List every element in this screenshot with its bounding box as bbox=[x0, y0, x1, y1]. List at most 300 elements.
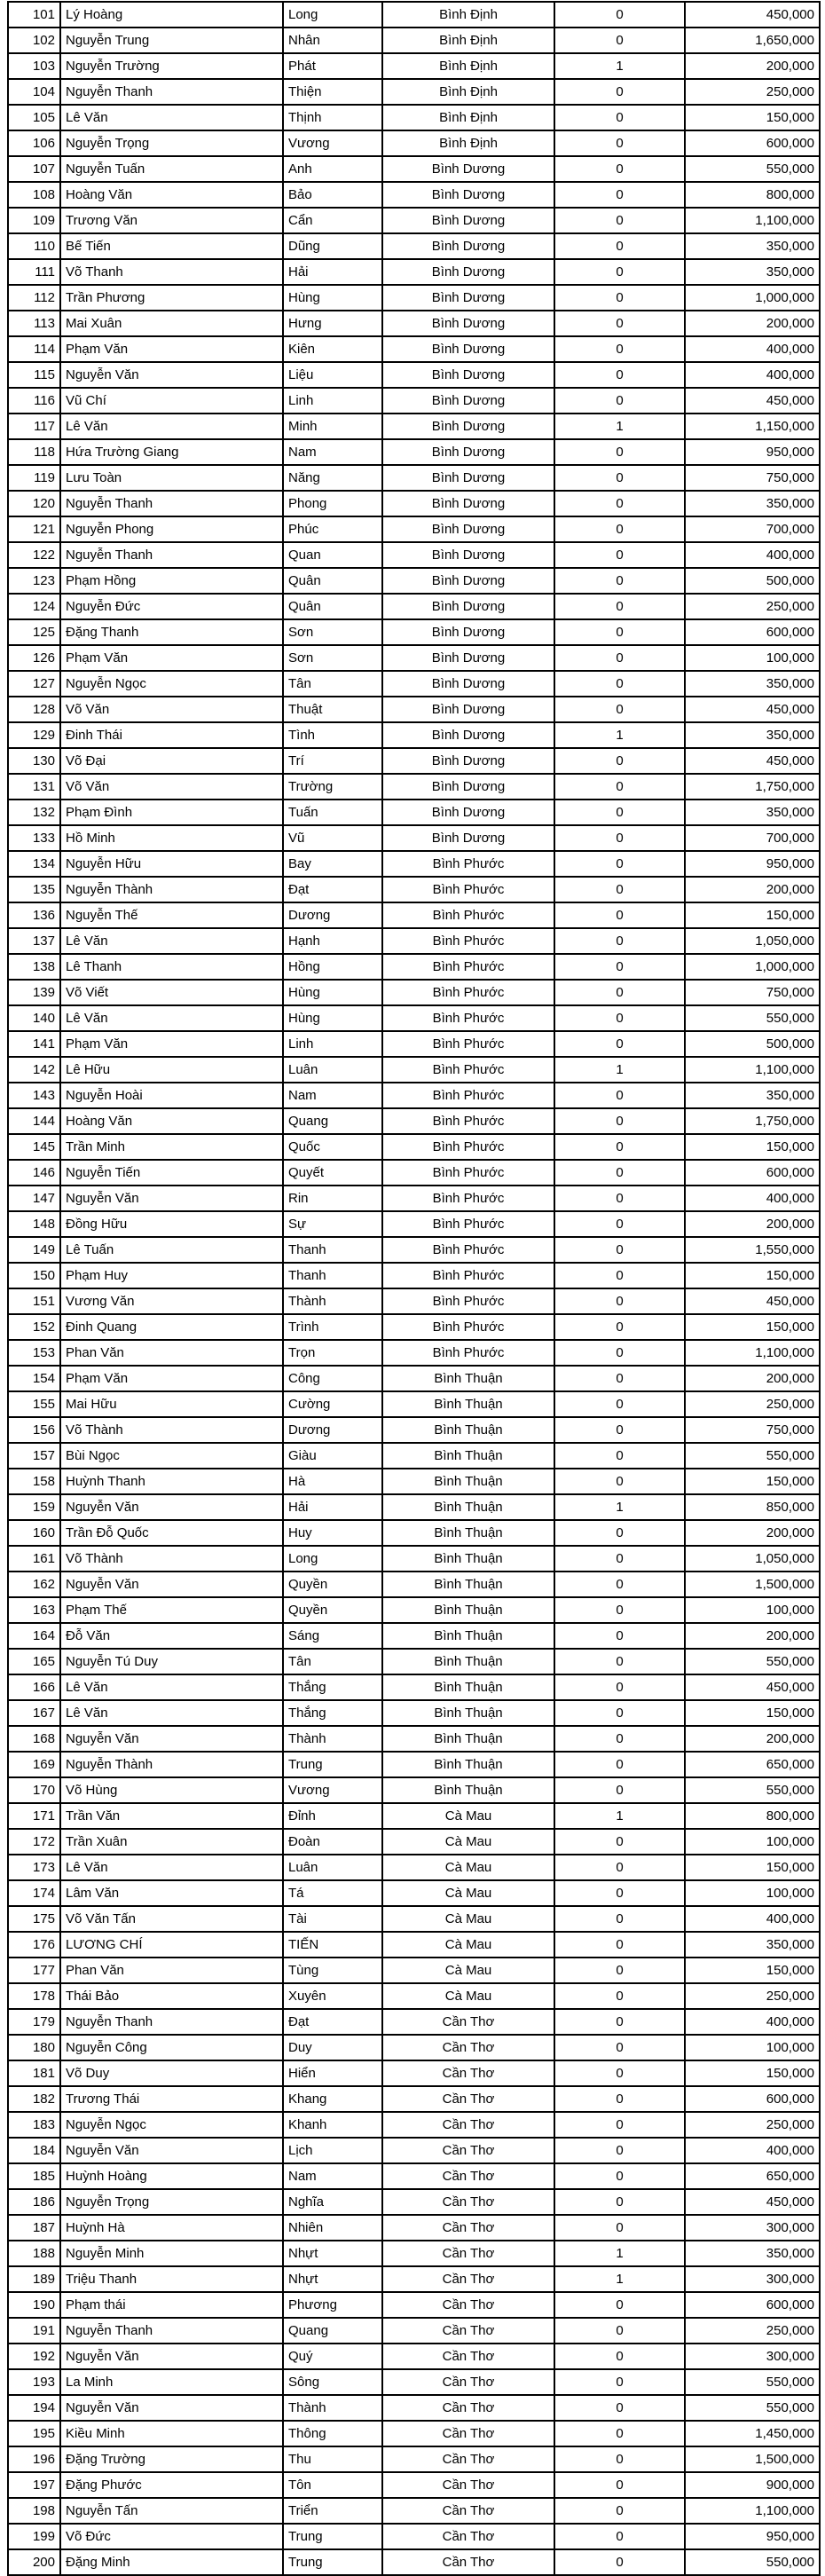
cell-province[interactable]: Bình Thuận bbox=[382, 1546, 554, 1572]
cell-last-name[interactable]: Nguyễn Trọng bbox=[60, 2189, 283, 2215]
cell-amount[interactable]: 200,000 bbox=[685, 1726, 820, 1752]
cell-last-name[interactable]: Trần Văn bbox=[60, 1803, 283, 1829]
cell-amount[interactable]: 250,000 bbox=[685, 1391, 820, 1417]
cell-first-name[interactable]: Khanh bbox=[283, 2112, 382, 2138]
cell-last-name[interactable]: Nguyễn Hoài bbox=[60, 1083, 283, 1108]
cell-flag[interactable]: 0 bbox=[554, 1134, 685, 1160]
cell-province[interactable]: Bình Thuận bbox=[382, 1726, 554, 1752]
cell-row-number[interactable]: 169 bbox=[8, 1752, 60, 1777]
cell-first-name[interactable]: Hà bbox=[283, 1469, 382, 1494]
cell-flag[interactable]: 0 bbox=[554, 516, 685, 542]
cell-row-number[interactable]: 194 bbox=[8, 2395, 60, 2421]
cell-row-number[interactable]: 159 bbox=[8, 1494, 60, 1520]
cell-flag[interactable]: 0 bbox=[554, 1108, 685, 1134]
cell-province[interactable]: Bình Phước bbox=[382, 1057, 554, 1083]
cell-row-number[interactable]: 186 bbox=[8, 2189, 60, 2215]
cell-amount[interactable]: 400,000 bbox=[685, 362, 820, 388]
cell-province[interactable]: Bình Thuận bbox=[382, 1700, 554, 1726]
cell-row-number[interactable]: 198 bbox=[8, 2498, 60, 2524]
cell-first-name[interactable]: Nhựt bbox=[283, 2266, 382, 2292]
cell-last-name[interactable]: Nguyễn Trường bbox=[60, 53, 283, 79]
cell-first-name[interactable]: Luân bbox=[283, 1057, 382, 1083]
cell-province[interactable]: Bình Dương bbox=[382, 414, 554, 439]
cell-flag[interactable]: 0 bbox=[554, 2, 685, 28]
cell-flag[interactable]: 0 bbox=[554, 2446, 685, 2472]
cell-amount[interactable]: 200,000 bbox=[685, 877, 820, 902]
cell-last-name[interactable]: Mai Hữu bbox=[60, 1391, 283, 1417]
cell-province[interactable]: Cần Thơ bbox=[382, 2292, 554, 2318]
cell-province[interactable]: Cần Thơ bbox=[382, 2112, 554, 2138]
cell-province[interactable]: Bình Dương bbox=[382, 722, 554, 748]
cell-flag[interactable]: 0 bbox=[554, 1983, 685, 2009]
cell-last-name[interactable]: Trần Xuân bbox=[60, 1829, 283, 1855]
cell-flag[interactable]: 0 bbox=[554, 1417, 685, 1443]
cell-amount[interactable]: 150,000 bbox=[685, 105, 820, 130]
cell-first-name[interactable]: Giàu bbox=[283, 1443, 382, 1469]
cell-province[interactable]: Cà Mau bbox=[382, 1829, 554, 1855]
cell-last-name[interactable]: Lê Hữu bbox=[60, 1057, 283, 1083]
cell-row-number[interactable]: 155 bbox=[8, 1391, 60, 1417]
cell-flag[interactable]: 0 bbox=[554, 1083, 685, 1108]
cell-flag[interactable]: 0 bbox=[554, 877, 685, 902]
cell-last-name[interactable]: Phan Văn bbox=[60, 1340, 283, 1366]
cell-province[interactable]: Bình Phước bbox=[382, 1186, 554, 1211]
cell-first-name[interactable]: Anh bbox=[283, 156, 382, 182]
cell-last-name[interactable]: Lý Hoàng bbox=[60, 2, 283, 28]
cell-flag[interactable]: 0 bbox=[554, 2189, 685, 2215]
cell-last-name[interactable]: Lê Văn bbox=[60, 105, 283, 130]
cell-flag[interactable]: 0 bbox=[554, 748, 685, 774]
cell-last-name[interactable]: Nguyễn Thế bbox=[60, 902, 283, 928]
cell-last-name[interactable]: Nguyễn Thanh bbox=[60, 491, 283, 516]
cell-province[interactable]: Cần Thơ bbox=[382, 2421, 554, 2446]
cell-flag[interactable]: 0 bbox=[554, 1031, 685, 1057]
cell-row-number[interactable]: 135 bbox=[8, 877, 60, 902]
cell-flag[interactable]: 0 bbox=[554, 439, 685, 465]
cell-flag[interactable]: 0 bbox=[554, 1880, 685, 1906]
cell-province[interactable]: Bình Dương bbox=[382, 697, 554, 722]
cell-province[interactable]: Cần Thơ bbox=[382, 2498, 554, 2524]
cell-first-name[interactable]: Trí bbox=[283, 748, 382, 774]
cell-first-name[interactable]: Sông bbox=[283, 2369, 382, 2395]
cell-amount[interactable]: 950,000 bbox=[685, 851, 820, 877]
cell-amount[interactable]: 100,000 bbox=[685, 1829, 820, 1855]
cell-flag[interactable]: 0 bbox=[554, 208, 685, 233]
cell-last-name[interactable]: Nguyễn Phong bbox=[60, 516, 283, 542]
cell-row-number[interactable]: 154 bbox=[8, 1366, 60, 1391]
cell-amount[interactable]: 600,000 bbox=[685, 1160, 820, 1186]
cell-flag[interactable]: 0 bbox=[554, 671, 685, 697]
cell-last-name[interactable]: Nguyễn Thanh bbox=[60, 2318, 283, 2344]
cell-row-number[interactable]: 153 bbox=[8, 1340, 60, 1366]
cell-province[interactable]: Cần Thơ bbox=[382, 2138, 554, 2163]
cell-last-name[interactable]: Phạm Văn bbox=[60, 1031, 283, 1057]
cell-amount[interactable]: 350,000 bbox=[685, 491, 820, 516]
cell-last-name[interactable]: Nguyễn Công bbox=[60, 2035, 283, 2060]
cell-flag[interactable]: 0 bbox=[554, 1288, 685, 1314]
cell-amount[interactable]: 250,000 bbox=[685, 594, 820, 619]
cell-amount[interactable]: 450,000 bbox=[685, 2, 820, 28]
cell-flag[interactable]: 0 bbox=[554, 28, 685, 53]
cell-first-name[interactable]: Hải bbox=[283, 1494, 382, 1520]
cell-row-number[interactable]: 149 bbox=[8, 1237, 60, 1263]
cell-province[interactable]: Bình Thuận bbox=[382, 1443, 554, 1469]
cell-last-name[interactable]: Nguyễn Trọng bbox=[60, 130, 283, 156]
cell-last-name[interactable]: Võ Thanh bbox=[60, 259, 283, 285]
cell-amount[interactable]: 700,000 bbox=[685, 516, 820, 542]
cell-first-name[interactable]: Phương bbox=[283, 2292, 382, 2318]
cell-amount[interactable]: 550,000 bbox=[685, 2369, 820, 2395]
cell-amount[interactable]: 650,000 bbox=[685, 2163, 820, 2189]
cell-row-number[interactable]: 133 bbox=[8, 825, 60, 851]
cell-flag[interactable]: 0 bbox=[554, 465, 685, 491]
cell-amount[interactable]: 450,000 bbox=[685, 1288, 820, 1314]
cell-province[interactable]: Cà Mau bbox=[382, 1906, 554, 1932]
cell-first-name[interactable]: Dương bbox=[283, 1417, 382, 1443]
cell-last-name[interactable]: Phan Văn bbox=[60, 1958, 283, 1983]
cell-province[interactable]: Bình Thuận bbox=[382, 1674, 554, 1700]
cell-first-name[interactable]: Thành bbox=[283, 2395, 382, 2421]
cell-last-name[interactable]: Lê Văn bbox=[60, 1674, 283, 1700]
cell-first-name[interactable]: Sơn bbox=[283, 645, 382, 671]
cell-amount[interactable]: 1,500,000 bbox=[685, 2446, 820, 2472]
cell-row-number[interactable]: 174 bbox=[8, 1880, 60, 1906]
cell-amount[interactable]: 350,000 bbox=[685, 722, 820, 748]
cell-flag[interactable]: 0 bbox=[554, 1726, 685, 1752]
cell-last-name[interactable]: Kiều Minh bbox=[60, 2421, 283, 2446]
cell-flag[interactable]: 0 bbox=[554, 645, 685, 671]
cell-last-name[interactable]: Võ Đại bbox=[60, 748, 283, 774]
cell-amount[interactable]: 300,000 bbox=[685, 2266, 820, 2292]
cell-amount[interactable]: 200,000 bbox=[685, 1520, 820, 1546]
cell-row-number[interactable]: 177 bbox=[8, 1958, 60, 1983]
cell-province[interactable]: Bình Dương bbox=[382, 156, 554, 182]
cell-amount[interactable]: 450,000 bbox=[685, 1674, 820, 1700]
cell-last-name[interactable]: Nguyễn Văn bbox=[60, 2138, 283, 2163]
cell-row-number[interactable]: 121 bbox=[8, 516, 60, 542]
cell-flag[interactable]: 0 bbox=[554, 1777, 685, 1803]
cell-row-number[interactable]: 166 bbox=[8, 1674, 60, 1700]
cell-province[interactable]: Bình Thuận bbox=[382, 1469, 554, 1494]
cell-row-number[interactable]: 118 bbox=[8, 439, 60, 465]
cell-amount[interactable]: 750,000 bbox=[685, 465, 820, 491]
cell-last-name[interactable]: Nguyễn Tấn bbox=[60, 2498, 283, 2524]
cell-last-name[interactable]: La Minh bbox=[60, 2369, 283, 2395]
cell-last-name[interactable]: Đặng Thanh bbox=[60, 619, 283, 645]
cell-amount[interactable]: 100,000 bbox=[685, 1597, 820, 1623]
cell-amount[interactable]: 1,000,000 bbox=[685, 954, 820, 980]
cell-row-number[interactable]: 196 bbox=[8, 2446, 60, 2472]
cell-last-name[interactable]: Nguyễn Tiến bbox=[60, 1160, 283, 1186]
cell-first-name[interactable]: Sự bbox=[283, 1211, 382, 1237]
cell-amount[interactable]: 150,000 bbox=[685, 1263, 820, 1288]
cell-amount[interactable]: 900,000 bbox=[685, 2472, 820, 2498]
cell-province[interactable]: Bình Phước bbox=[382, 1005, 554, 1031]
cell-amount[interactable]: 150,000 bbox=[685, 1469, 820, 1494]
cell-province[interactable]: Bình Phước bbox=[382, 1237, 554, 1263]
cell-last-name[interactable]: Nguyễn Ngọc bbox=[60, 671, 283, 697]
cell-last-name[interactable]: Nguyễn Hữu bbox=[60, 851, 283, 877]
cell-flag[interactable]: 0 bbox=[554, 2395, 685, 2421]
cell-first-name[interactable]: Minh bbox=[283, 414, 382, 439]
cell-flag[interactable]: 0 bbox=[554, 1469, 685, 1494]
cell-province[interactable]: Bình Phước bbox=[382, 902, 554, 928]
cell-first-name[interactable]: Đạt bbox=[283, 877, 382, 902]
cell-last-name[interactable]: Mai Xuân bbox=[60, 311, 283, 336]
cell-last-name[interactable]: Võ Văn Tấn bbox=[60, 1906, 283, 1932]
cell-first-name[interactable]: Quang bbox=[283, 2318, 382, 2344]
cell-last-name[interactable]: Đinh Thái bbox=[60, 722, 283, 748]
cell-flag[interactable]: 0 bbox=[554, 1237, 685, 1263]
cell-province[interactable]: Cần Thơ bbox=[382, 2060, 554, 2086]
cell-amount[interactable]: 400,000 bbox=[685, 2009, 820, 2035]
cell-row-number[interactable]: 140 bbox=[8, 1005, 60, 1031]
cell-last-name[interactable]: Vũ Chí bbox=[60, 388, 283, 414]
cell-flag[interactable]: 0 bbox=[554, 1649, 685, 1674]
cell-flag[interactable]: 0 bbox=[554, 79, 685, 105]
cell-last-name[interactable]: LƯƠNG CHÍ bbox=[60, 1932, 283, 1958]
cell-row-number[interactable]: 125 bbox=[8, 619, 60, 645]
cell-amount[interactable]: 1,150,000 bbox=[685, 414, 820, 439]
cell-flag[interactable]: 0 bbox=[554, 2035, 685, 2060]
cell-row-number[interactable]: 164 bbox=[8, 1623, 60, 1649]
cell-first-name[interactable]: Sáng bbox=[283, 1623, 382, 1649]
cell-flag[interactable]: 1 bbox=[554, 1494, 685, 1520]
cell-amount[interactable]: 600,000 bbox=[685, 2086, 820, 2112]
cell-first-name[interactable]: Tài bbox=[283, 1906, 382, 1932]
cell-first-name[interactable]: Đoàn bbox=[283, 1829, 382, 1855]
cell-last-name[interactable]: Nguyễn Văn bbox=[60, 2344, 283, 2369]
cell-flag[interactable]: 0 bbox=[554, 1700, 685, 1726]
cell-flag[interactable]: 0 bbox=[554, 2524, 685, 2549]
cell-province[interactable]: Bình Thuận bbox=[382, 1417, 554, 1443]
cell-row-number[interactable]: 130 bbox=[8, 748, 60, 774]
cell-flag[interactable]: 0 bbox=[554, 2549, 685, 2575]
cell-amount[interactable]: 500,000 bbox=[685, 568, 820, 594]
cell-row-number[interactable]: 111 bbox=[8, 259, 60, 285]
cell-row-number[interactable]: 160 bbox=[8, 1520, 60, 1546]
cell-last-name[interactable]: Đặng Trường bbox=[60, 2446, 283, 2472]
cell-amount[interactable]: 1,050,000 bbox=[685, 928, 820, 954]
cell-first-name[interactable]: Tôn bbox=[283, 2472, 382, 2498]
cell-row-number[interactable]: 165 bbox=[8, 1649, 60, 1674]
cell-row-number[interactable]: 127 bbox=[8, 671, 60, 697]
cell-row-number[interactable]: 181 bbox=[8, 2060, 60, 2086]
cell-row-number[interactable]: 167 bbox=[8, 1700, 60, 1726]
cell-last-name[interactable]: Hồ Minh bbox=[60, 825, 283, 851]
cell-first-name[interactable]: Rin bbox=[283, 1186, 382, 1211]
cell-first-name[interactable]: Thông bbox=[283, 2421, 382, 2446]
cell-province[interactable]: Bình Phước bbox=[382, 1314, 554, 1340]
cell-province[interactable]: Bình Phước bbox=[382, 1160, 554, 1186]
cell-first-name[interactable]: Dũng bbox=[283, 233, 382, 259]
cell-last-name[interactable]: Huỳnh Thanh bbox=[60, 1469, 283, 1494]
cell-first-name[interactable]: Năng bbox=[283, 465, 382, 491]
cell-row-number[interactable]: 192 bbox=[8, 2344, 60, 2369]
cell-province[interactable]: Cần Thơ bbox=[382, 2549, 554, 2575]
cell-last-name[interactable]: Phạm Huy bbox=[60, 1263, 283, 1288]
cell-first-name[interactable]: Tá bbox=[283, 1880, 382, 1906]
cell-province[interactable]: Bình Dương bbox=[382, 439, 554, 465]
cell-first-name[interactable]: Luân bbox=[283, 1855, 382, 1880]
cell-first-name[interactable]: Thắng bbox=[283, 1700, 382, 1726]
cell-province[interactable]: Bình Định bbox=[382, 2, 554, 28]
cell-first-name[interactable]: Quang bbox=[283, 1108, 382, 1134]
cell-last-name[interactable]: Thái Bảo bbox=[60, 1983, 283, 2009]
cell-province[interactable]: Cà Mau bbox=[382, 1803, 554, 1829]
cell-amount[interactable]: 1,750,000 bbox=[685, 774, 820, 800]
cell-last-name[interactable]: Bế Tiến bbox=[60, 233, 283, 259]
cell-first-name[interactable]: Quan bbox=[283, 542, 382, 568]
cell-first-name[interactable]: Nghĩa bbox=[283, 2189, 382, 2215]
cell-flag[interactable]: 0 bbox=[554, 1160, 685, 1186]
cell-row-number[interactable]: 184 bbox=[8, 2138, 60, 2163]
cell-first-name[interactable]: Huy bbox=[283, 1520, 382, 1546]
cell-first-name[interactable]: Cẩn bbox=[283, 208, 382, 233]
cell-flag[interactable]: 0 bbox=[554, 285, 685, 311]
cell-row-number[interactable]: 126 bbox=[8, 645, 60, 671]
cell-last-name[interactable]: Đỗ Văn bbox=[60, 1623, 283, 1649]
cell-province[interactable]: Cần Thơ bbox=[382, 2446, 554, 2472]
cell-amount[interactable]: 450,000 bbox=[685, 2189, 820, 2215]
cell-amount[interactable]: 150,000 bbox=[685, 1134, 820, 1160]
cell-flag[interactable]: 0 bbox=[554, 1520, 685, 1546]
cell-row-number[interactable]: 183 bbox=[8, 2112, 60, 2138]
cell-row-number[interactable]: 179 bbox=[8, 2009, 60, 2035]
cell-row-number[interactable]: 110 bbox=[8, 233, 60, 259]
cell-first-name[interactable]: Thu bbox=[283, 2446, 382, 2472]
cell-flag[interactable]: 0 bbox=[554, 336, 685, 362]
cell-flag[interactable]: 0 bbox=[554, 182, 685, 208]
cell-flag[interactable]: 0 bbox=[554, 568, 685, 594]
cell-first-name[interactable]: Đạt bbox=[283, 2009, 382, 2035]
cell-province[interactable]: Bình Thuận bbox=[382, 1777, 554, 1803]
cell-flag[interactable]: 1 bbox=[554, 1803, 685, 1829]
cell-province[interactable]: Bình Thuận bbox=[382, 1391, 554, 1417]
cell-flag[interactable]: 0 bbox=[554, 1623, 685, 1649]
cell-last-name[interactable]: Nguyễn Ngọc bbox=[60, 2112, 283, 2138]
cell-first-name[interactable]: Duy bbox=[283, 2035, 382, 2060]
cell-province[interactable]: Bình Định bbox=[382, 130, 554, 156]
cell-row-number[interactable]: 104 bbox=[8, 79, 60, 105]
cell-row-number[interactable]: 195 bbox=[8, 2421, 60, 2446]
cell-last-name[interactable]: Nguyễn Văn bbox=[60, 1494, 283, 1520]
cell-flag[interactable]: 0 bbox=[554, 2369, 685, 2395]
cell-last-name[interactable]: Nguyễn Văn bbox=[60, 1726, 283, 1752]
cell-first-name[interactable]: Quân bbox=[283, 594, 382, 619]
cell-first-name[interactable]: Tùng bbox=[283, 1958, 382, 1983]
cell-flag[interactable]: 0 bbox=[554, 2138, 685, 2163]
cell-province[interactable]: Bình Thuận bbox=[382, 1623, 554, 1649]
cell-flag[interactable]: 0 bbox=[554, 851, 685, 877]
cell-last-name[interactable]: Võ Văn bbox=[60, 774, 283, 800]
cell-flag[interactable]: 0 bbox=[554, 105, 685, 130]
cell-province[interactable]: Bình Định bbox=[382, 105, 554, 130]
cell-province[interactable]: Bình Dương bbox=[382, 388, 554, 414]
cell-flag[interactable]: 1 bbox=[554, 53, 685, 79]
cell-flag[interactable]: 0 bbox=[554, 2009, 685, 2035]
cell-province[interactable]: Cà Mau bbox=[382, 1855, 554, 1880]
cell-row-number[interactable]: 178 bbox=[8, 1983, 60, 2009]
cell-first-name[interactable]: Bảo bbox=[283, 182, 382, 208]
cell-flag[interactable]: 0 bbox=[554, 980, 685, 1005]
cell-row-number[interactable]: 144 bbox=[8, 1108, 60, 1134]
cell-flag[interactable]: 0 bbox=[554, 2498, 685, 2524]
cell-first-name[interactable]: Hải bbox=[283, 259, 382, 285]
cell-amount[interactable]: 1,550,000 bbox=[685, 1237, 820, 1263]
cell-row-number[interactable]: 180 bbox=[8, 2035, 60, 2060]
cell-first-name[interactable]: Tuấn bbox=[283, 800, 382, 825]
cell-last-name[interactable]: Hứa Trường Giang bbox=[60, 439, 283, 465]
cell-province[interactable]: Cà Mau bbox=[382, 1958, 554, 1983]
cell-flag[interactable]: 0 bbox=[554, 156, 685, 182]
cell-last-name[interactable]: Nguyễn Thành bbox=[60, 1752, 283, 1777]
cell-row-number[interactable]: 116 bbox=[8, 388, 60, 414]
cell-first-name[interactable]: Trung bbox=[283, 2524, 382, 2549]
cell-province[interactable]: Bình Dương bbox=[382, 233, 554, 259]
cell-amount[interactable]: 700,000 bbox=[685, 825, 820, 851]
cell-last-name[interactable]: Nguyễn Đức bbox=[60, 594, 283, 619]
cell-first-name[interactable]: Nhựt bbox=[283, 2241, 382, 2266]
cell-first-name[interactable]: Dương bbox=[283, 902, 382, 928]
cell-row-number[interactable]: 162 bbox=[8, 1572, 60, 1597]
cell-amount[interactable]: 1,050,000 bbox=[685, 1546, 820, 1572]
cell-last-name[interactable]: Hoàng Văn bbox=[60, 182, 283, 208]
cell-flag[interactable]: 0 bbox=[554, 1958, 685, 1983]
cell-province[interactable]: Bình Phước bbox=[382, 1211, 554, 1237]
cell-flag[interactable]: 0 bbox=[554, 130, 685, 156]
cell-amount[interactable]: 1,750,000 bbox=[685, 1108, 820, 1134]
cell-last-name[interactable]: Nguyễn Tuấn bbox=[60, 156, 283, 182]
cell-amount[interactable]: 150,000 bbox=[685, 1700, 820, 1726]
cell-row-number[interactable]: 132 bbox=[8, 800, 60, 825]
cell-last-name[interactable]: Trần Phương bbox=[60, 285, 283, 311]
cell-flag[interactable]: 0 bbox=[554, 2472, 685, 2498]
cell-first-name[interactable]: Quân bbox=[283, 568, 382, 594]
cell-province[interactable]: Bình Dương bbox=[382, 259, 554, 285]
cell-flag[interactable]: 0 bbox=[554, 233, 685, 259]
cell-first-name[interactable]: Vương bbox=[283, 130, 382, 156]
cell-row-number[interactable]: 150 bbox=[8, 1263, 60, 1288]
cell-row-number[interactable]: 190 bbox=[8, 2292, 60, 2318]
cell-flag[interactable]: 0 bbox=[554, 1829, 685, 1855]
cell-row-number[interactable]: 156 bbox=[8, 1417, 60, 1443]
cell-first-name[interactable]: Bay bbox=[283, 851, 382, 877]
cell-flag[interactable]: 0 bbox=[554, 2163, 685, 2189]
cell-first-name[interactable]: Hạnh bbox=[283, 928, 382, 954]
cell-first-name[interactable]: Nam bbox=[283, 1083, 382, 1108]
cell-last-name[interactable]: Trần Minh bbox=[60, 1134, 283, 1160]
cell-row-number[interactable]: 157 bbox=[8, 1443, 60, 1469]
cell-province[interactable]: Bình Dương bbox=[382, 800, 554, 825]
cell-amount[interactable]: 450,000 bbox=[685, 697, 820, 722]
cell-amount[interactable]: 400,000 bbox=[685, 1186, 820, 1211]
cell-row-number[interactable]: 161 bbox=[8, 1546, 60, 1572]
cell-amount[interactable]: 450,000 bbox=[685, 388, 820, 414]
cell-amount[interactable]: 550,000 bbox=[685, 2395, 820, 2421]
cell-row-number[interactable]: 119 bbox=[8, 465, 60, 491]
cell-province[interactable]: Cần Thơ bbox=[382, 2472, 554, 2498]
cell-last-name[interactable]: Nguyễn Trung bbox=[60, 28, 283, 53]
cell-amount[interactable]: 300,000 bbox=[685, 2344, 820, 2369]
cell-province[interactable]: Bình Dương bbox=[382, 362, 554, 388]
cell-last-name[interactable]: Nguyễn Tú Duy bbox=[60, 1649, 283, 1674]
cell-province[interactable]: Bình Thuận bbox=[382, 1520, 554, 1546]
cell-first-name[interactable]: Công bbox=[283, 1366, 382, 1391]
cell-row-number[interactable]: 131 bbox=[8, 774, 60, 800]
cell-amount[interactable]: 400,000 bbox=[685, 336, 820, 362]
cell-amount[interactable]: 150,000 bbox=[685, 902, 820, 928]
